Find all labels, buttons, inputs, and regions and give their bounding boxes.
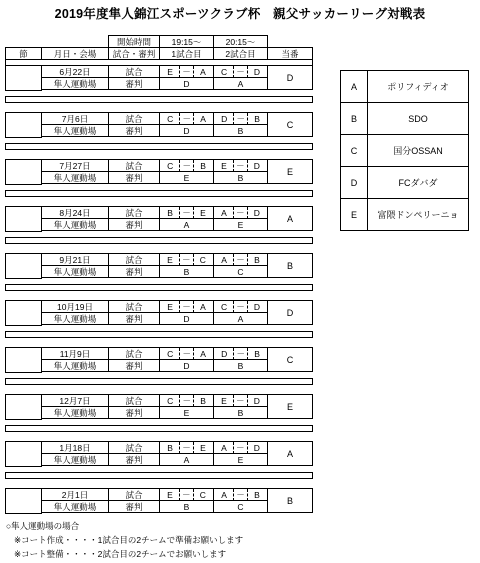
team-a: A <box>221 489 227 500</box>
notes-line-1: ※コート作成・・・・1試合目の2チームで準備お願いします <box>14 535 244 545</box>
duty-team: C <box>267 112 313 137</box>
round-date: 1月18日 <box>41 441 109 454</box>
round-date: 7月6日 <box>41 112 109 125</box>
round-venue: 隼人運動場 <box>41 171 109 184</box>
header-duty: 当番 <box>267 47 313 60</box>
team-b: D <box>253 160 260 171</box>
round-venue: 隼人運動場 <box>41 218 109 231</box>
vs-dash: － <box>233 301 248 313</box>
team-b: E <box>200 207 206 218</box>
duty-team: B <box>267 253 313 278</box>
team-b: A <box>200 113 206 124</box>
team-b: D <box>253 442 260 453</box>
vs-dash: － <box>233 395 248 407</box>
legend-team-name: SDO <box>367 102 469 135</box>
header-game2: 2試合目 <box>213 47 268 60</box>
game1-referee: D <box>159 124 214 137</box>
game1-referee: D <box>159 312 214 325</box>
game1-referee: E <box>159 406 214 419</box>
round-venue: 隼人運動場 <box>41 265 109 278</box>
duty-team: C <box>267 347 313 372</box>
legend-key: A <box>340 70 368 103</box>
section-cell <box>5 206 42 232</box>
team-a: E <box>167 489 173 500</box>
match-label: 試合 <box>108 488 160 501</box>
legend-team-name: 国分OSSAN <box>367 134 469 167</box>
team-a: A <box>221 207 227 218</box>
vs-dash: － <box>233 254 248 266</box>
game1-referee: E <box>159 171 214 184</box>
team-a: C <box>221 66 228 77</box>
game2-referee: A <box>213 312 268 325</box>
vs-dash: － <box>179 113 194 125</box>
start-time-label: 開始時間 <box>108 35 160 48</box>
section-cell <box>5 394 42 420</box>
duty-team: B <box>267 488 313 513</box>
round-date: 10月19日 <box>41 300 109 313</box>
notes-line-2: ※コート整備・・・・2試合目の2チームでお願いします <box>14 549 227 559</box>
duty-team: E <box>267 394 313 419</box>
match-label: 試合 <box>108 206 160 219</box>
section-cell <box>5 347 42 373</box>
game1-referee: A <box>159 218 214 231</box>
round-date: 12月7日 <box>41 394 109 407</box>
team-b: A <box>200 348 206 359</box>
vs-dash: － <box>233 113 248 125</box>
round-separator <box>5 425 313 432</box>
round-separator <box>5 96 313 103</box>
match-label: 試合 <box>108 347 160 360</box>
team-a: A <box>221 254 227 265</box>
legend-key: C <box>340 134 368 167</box>
section-cell <box>5 488 42 514</box>
referee-label: 審判 <box>108 265 160 278</box>
match-label: 試合 <box>108 112 160 125</box>
referee-label: 審判 <box>108 359 160 372</box>
game2-referee: B <box>213 406 268 419</box>
section-cell <box>5 112 42 138</box>
team-a: E <box>167 66 173 77</box>
vs-dash: － <box>179 489 194 501</box>
team-b: D <box>253 301 260 312</box>
team-b: C <box>199 254 206 265</box>
legend-key: D <box>340 166 368 199</box>
round-date: 9月21日 <box>41 253 109 266</box>
team-a: B <box>167 442 173 453</box>
game2-referee: B <box>213 171 268 184</box>
start-time-game2: 20:15～ <box>213 35 268 48</box>
team-b: B <box>254 348 260 359</box>
vs-dash: － <box>233 160 248 172</box>
vs-dash: － <box>233 207 248 219</box>
referee-label: 審判 <box>108 171 160 184</box>
header-game1: 1試合目 <box>159 47 214 60</box>
team-b: C <box>199 489 206 500</box>
referee-label: 審判 <box>108 312 160 325</box>
game2-referee: A <box>213 77 268 90</box>
vs-dash: － <box>179 207 194 219</box>
round-date: 6月22日 <box>41 65 109 78</box>
match-label: 試合 <box>108 300 160 313</box>
match-label: 試合 <box>108 253 160 266</box>
match-label: 試合 <box>108 159 160 172</box>
round-separator <box>5 284 313 291</box>
team-a: D <box>221 348 228 359</box>
duty-team: D <box>267 65 313 90</box>
round-date: 2月1日 <box>41 488 109 501</box>
vs-dash: － <box>179 395 194 407</box>
team-a: E <box>221 160 227 171</box>
team-b: A <box>200 66 206 77</box>
match-label: 試合 <box>108 65 160 78</box>
duty-team: A <box>267 441 313 466</box>
game2-referee: B <box>213 359 268 372</box>
round-separator <box>5 331 313 338</box>
team-b: E <box>200 442 206 453</box>
vs-dash: － <box>233 442 248 454</box>
legend-team-name: ポリフィディオ <box>367 70 469 103</box>
match-label: 試合 <box>108 441 160 454</box>
round-separator <box>5 472 313 479</box>
team-a: C <box>221 301 228 312</box>
team-b: A <box>200 301 206 312</box>
vs-dash: － <box>179 160 194 172</box>
team-a: E <box>167 301 173 312</box>
round-venue: 隼人運動場 <box>41 359 109 372</box>
vs-dash: － <box>233 489 248 501</box>
legend-key: E <box>340 198 368 231</box>
team-a: C <box>167 348 174 359</box>
team-a: C <box>167 395 174 406</box>
game2-referee: B <box>213 124 268 137</box>
game1-referee: B <box>159 500 214 513</box>
team-b: B <box>254 489 260 500</box>
game1-referee: B <box>159 265 214 278</box>
round-venue: 隼人運動場 <box>41 500 109 513</box>
legend-team-name: FCダバダ <box>367 166 469 199</box>
team-b: D <box>253 395 260 406</box>
round-separator <box>5 378 313 385</box>
start-time-game1: 19:15～ <box>159 35 214 48</box>
team-a: A <box>221 442 227 453</box>
section-cell <box>5 65 42 91</box>
referee-label: 審判 <box>108 500 160 513</box>
duty-team: A <box>267 206 313 231</box>
round-date: 8月24日 <box>41 206 109 219</box>
referee-label: 審判 <box>108 218 160 231</box>
round-venue: 隼人運動場 <box>41 312 109 325</box>
team-b: B <box>254 254 260 265</box>
section-cell <box>5 441 42 467</box>
match-label: 試合 <box>108 394 160 407</box>
notes-heading: ○隼人運動場の場合 <box>6 521 80 531</box>
game2-referee: C <box>213 500 268 513</box>
section-cell <box>5 253 42 279</box>
game1-referee: D <box>159 77 214 90</box>
team-b: B <box>200 395 206 406</box>
round-venue: 隼人運動場 <box>41 453 109 466</box>
vs-dash: － <box>179 442 194 454</box>
legend-key: B <box>340 102 368 135</box>
game1-referee: D <box>159 359 214 372</box>
round-date: 7月27日 <box>41 159 109 172</box>
team-a: B <box>167 207 173 218</box>
team-b: D <box>253 207 260 218</box>
game1-referee: A <box>159 453 214 466</box>
vs-dash: － <box>179 348 194 360</box>
header-date-venue: 月日・会場 <box>41 47 109 60</box>
team-b: D <box>253 66 260 77</box>
game2-referee: E <box>213 218 268 231</box>
header-section: 節 <box>5 47 42 60</box>
team-a: C <box>167 113 174 124</box>
vs-dash: － <box>179 254 194 266</box>
referee-label: 審判 <box>108 453 160 466</box>
referee-label: 審判 <box>108 77 160 90</box>
legend-team-name: 富隈ドンペリーニョ <box>367 198 469 231</box>
round-date: 11月9日 <box>41 347 109 360</box>
game2-referee: E <box>213 453 268 466</box>
round-separator <box>5 237 313 244</box>
duty-team: E <box>267 159 313 184</box>
game2-referee: C <box>213 265 268 278</box>
section-cell <box>5 300 42 326</box>
round-venue: 隼人運動場 <box>41 406 109 419</box>
schedule-title: 2019年度隼人錦江スポーツクラブ杯 親父サッカーリーグ対戦表 <box>54 7 426 21</box>
referee-label: 審判 <box>108 406 160 419</box>
team-a: E <box>167 254 173 265</box>
vs-dash: － <box>233 348 248 360</box>
round-venue: 隼人運動場 <box>41 77 109 90</box>
team-b: B <box>254 113 260 124</box>
header-type: 試合・審判 <box>108 47 160 60</box>
vs-dash: － <box>179 301 194 313</box>
vs-dash: － <box>179 66 194 78</box>
section-cell <box>5 159 42 185</box>
referee-label: 審判 <box>108 124 160 137</box>
team-b: B <box>200 160 206 171</box>
team-a: D <box>221 113 228 124</box>
team-a: E <box>221 395 227 406</box>
round-venue: 隼人運動場 <box>41 124 109 137</box>
vs-dash: － <box>233 66 248 78</box>
round-separator <box>5 143 313 150</box>
team-a: C <box>167 160 174 171</box>
round-separator <box>5 190 313 197</box>
duty-team: D <box>267 300 313 325</box>
